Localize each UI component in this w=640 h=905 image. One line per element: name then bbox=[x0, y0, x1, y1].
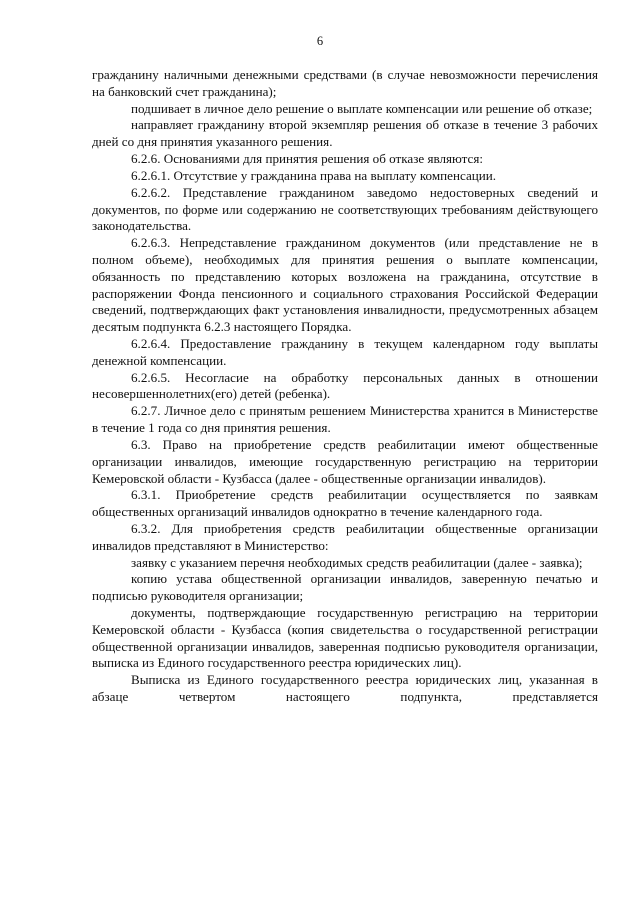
paragraph: 6.2.6.5. Несогласие на обработку персональных данных в отношении несовершеннолетних(его) детей (ребенка). bbox=[92, 369, 598, 402]
paragraph: 6.2.6.4. Предоставление гражданину в текущем календарном году выплаты денежной компенсации. bbox=[92, 336, 598, 368]
paragraph: 6.2.7. Личное дело с принятым решением Министерства хранится в Министерстве в течение 1 года со дня принятия решения. bbox=[92, 403, 598, 436]
paragraph: направляет гражданину второй экземпляр решения об отказе в течение 3 рабочих дней со дня принятия указанного решения. bbox=[92, 117, 598, 150]
page-number: 6 bbox=[316, 34, 324, 48]
paragraph: 6.2.6.1. Отсутствие у гражданина права на выплату компенсации. bbox=[131, 167, 497, 183]
paragraph: Выписка из Единого государственного реестра юридических лиц, указанная в абзаце четвертом настоящего подпункта, представляется bbox=[92, 672, 598, 705]
paragraph: гражданину наличными денежными средствами (в случае невозможности перечисления на банковский счет гражданина); bbox=[92, 67, 598, 99]
paragraph: 6.2.6.3. Непредставление гражданином документов (или представление не в полном объеме), необходимых для принятия решения о выплате компенсации, обязанность по представлению которых возложена на гражданина, отсутствие в распоряжении Фонда пенсионного и социального страхования Российской Федерации сведений, подтверждающих факт установления инвалидности, предусмотренных абзацем десятым подпункта 6.2.3 настоящего Порядка. bbox=[92, 235, 598, 335]
document-body bbox=[92, 67, 598, 706]
paragraph: 6.3.2. Для приобретения средств реабилитации общественные организации инвалидов представляют в Министерство: bbox=[92, 520, 598, 553]
paragraph: 6.2.6. Основаниями для принятия решения об отказе являются: bbox=[131, 151, 484, 167]
paragraph: копию устава общественной организации инвалидов, заверенную печатью и подписью руководителя организации; bbox=[92, 571, 598, 604]
paragraph: 6.3. Право на приобретение средств реабилитации имеют общественные организации инвалидов, имеющие государственную регистрацию на территории Кемеровской области - Кузбасса (далее - общественные организации инвалидов). bbox=[92, 436, 598, 486]
paragraph: 6.3.1. Приобретение средств реабилитации осуществляется по заявкам общественных организаций инвалидов однократно в течение календарного года. bbox=[92, 487, 598, 520]
paragraph: подшивает в личное дело решение о выплате компенсации или решение об отказе; bbox=[131, 100, 593, 116]
paragraph: заявку с указанием перечня необходимых средств реабилитации (далее - заявка); bbox=[131, 554, 583, 570]
paragraph: 6.2.6.2. Представление гражданином заведомо недостоверных сведений и документов, по форме или содержанию не соответствующих требованиям действующего законодательства. bbox=[92, 184, 598, 234]
paragraph: документы, подтверждающие государственную регистрацию на территории Кемеровской области - Кузбасса (копия свидетельства о государственной регистрации общественной организации инвалидов, заверенная подписью руководителя организации, выписка из Единого государственного реестра юридических лиц). bbox=[92, 605, 598, 671]
